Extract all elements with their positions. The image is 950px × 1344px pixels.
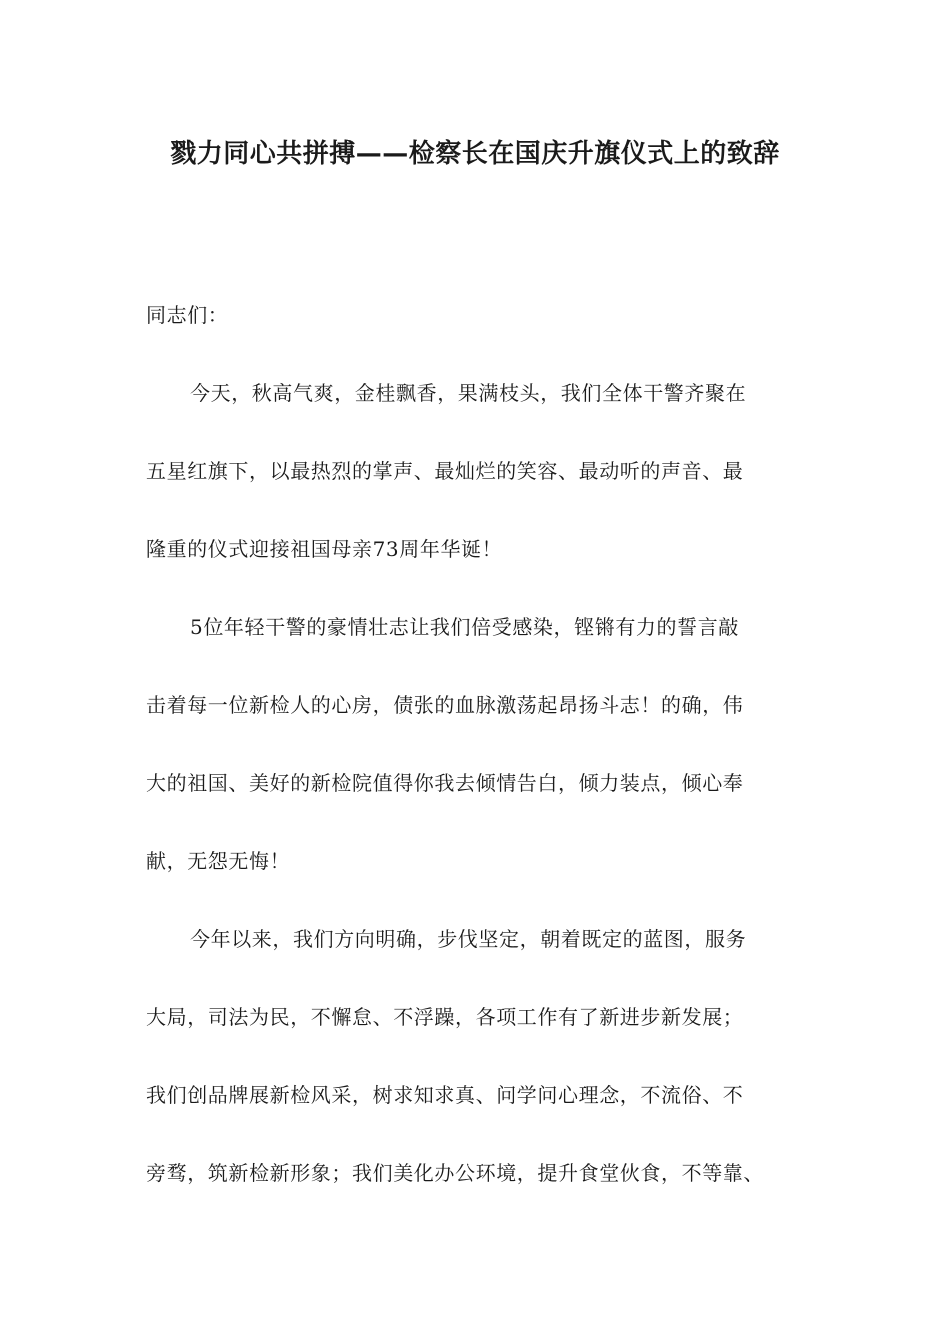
paragraph-2-line-2: 击着每一位新检人的心房，债张的血脉激荡起昂扬斗志！的确，伟 [146, 693, 744, 717]
salutation: 同志们： [146, 303, 229, 327]
paragraph-1-line-1: 今天，秋高气爽，金桂飘香，果满枝头，我们全体干警齐聚在 [190, 381, 747, 405]
paragraph-3-line-2: 大局，司法为民，不懈怠、不浮躁，各项工作有了新进步新发展； [146, 1005, 744, 1029]
paragraph-3-line-4: 旁骛，筑新检新形象；我们美化办公环境，提升食堂伙食，不等靠、 [146, 1161, 764, 1185]
paragraph-2-line-3: 大的祖国、美好的新检院值得你我去倾情告白，倾力装点，倾心奉 [146, 771, 744, 795]
paragraph-1-line-3: 隆重的仪式迎接祖国母亲73周年华诞！ [146, 537, 503, 561]
document-body [146, 276, 806, 1212]
document-title: 戮力同心共拼搏——检察长在国庆升旗仪式上的致辞 [170, 139, 780, 169]
paragraph-3-line-3: 我们创品牌展新检风采，树求知求真、问学问心理念，不流俗、不 [146, 1083, 744, 1107]
paragraph-3-line-1: 今年以来，我们方向明确，步伐坚定，朝着既定的蓝图，服务 [190, 927, 747, 951]
paragraph-1-line-2: 五星红旗下，以最热烈的掌声、最灿烂的笑容、最动听的声音、最 [146, 459, 744, 483]
paragraph-2-line-4: 献，无怨无悔！ [146, 849, 291, 873]
paragraph-2-line-1: 5位年轻干警的豪情壮志让我们倍受感染，铿锵有力的誓言敲 [190, 615, 739, 639]
